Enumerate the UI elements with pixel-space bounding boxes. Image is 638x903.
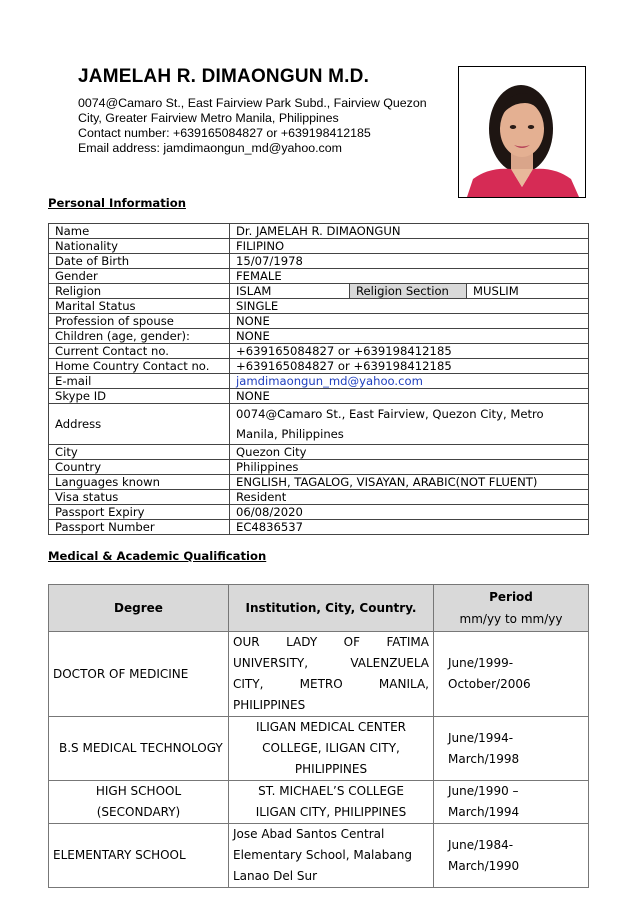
- table-row: [49, 824, 589, 888]
- row-value: NONE: [230, 329, 589, 344]
- row-value: Dr. JAMELAH R. DIMAONGUN: [230, 224, 589, 239]
- table-row: [49, 520, 589, 535]
- row-value: [230, 404, 589, 445]
- row-label: Religion: [49, 284, 230, 299]
- religion-section-value: MUSLIM: [467, 284, 589, 299]
- resume-header: [78, 66, 448, 156]
- row-value: FILIPINO: [230, 239, 589, 254]
- degree-cell: B.S MEDICAL TECHNOLOGY: [49, 717, 229, 781]
- row-value: +639165084827 or +639198412185: [230, 359, 589, 374]
- table-row: [49, 632, 589, 717]
- table-row: [49, 314, 589, 329]
- row-value: ISLAM: [230, 284, 350, 299]
- institution-line: PHILIPPINES: [233, 698, 306, 712]
- institution-cell: [229, 632, 434, 717]
- qualification-table: [48, 584, 589, 888]
- row-label: Passport Number: [49, 520, 230, 535]
- period-cell: [434, 632, 589, 717]
- row-label: Languages known: [49, 475, 230, 490]
- row-label: Home Country Contact no.: [49, 359, 230, 374]
- row-label: Date of Birth: [49, 254, 230, 269]
- institution-cell: [229, 781, 434, 824]
- table-row: [49, 224, 589, 239]
- row-label: Visa status: [49, 490, 230, 505]
- qualification-title: Medical & Academic Qualification: [48, 549, 267, 563]
- row-value: SINGLE: [230, 299, 589, 314]
- row-label: Name: [49, 224, 230, 239]
- contact-number: Contact number: +639165084827 or +639198412185: [78, 126, 371, 140]
- period-header-sub: mm/yy to mm/yy: [459, 612, 563, 626]
- degree-cell: [49, 781, 229, 824]
- table-row: [49, 490, 589, 505]
- period-line: March/1998: [448, 751, 520, 766]
- row-label: Children (age, gender):: [49, 329, 230, 344]
- period-line: June/1994-: [448, 730, 514, 745]
- address-line-1: 0074@Camaro St., East Fairview Park Subd., Fairview Quezon: [78, 96, 427, 110]
- period-line: June/1984-: [448, 837, 514, 852]
- period-header-label: Period: [489, 590, 533, 604]
- row-label: Address: [49, 404, 230, 445]
- email-address: Email address: jamdimaongun_md@yahoo.com: [78, 141, 342, 155]
- institution-line: COLLEGE, ILIGAN CITY,: [262, 741, 400, 755]
- institution-line: UNIVERSITY, VALENZUELA: [233, 656, 429, 670]
- institution-line: PHILIPPINES: [294, 762, 368, 776]
- address-value-line-2: Manila, Philippines: [236, 427, 344, 441]
- row-label: E-mail: [49, 374, 230, 389]
- row-label: Current Contact no.: [49, 344, 230, 359]
- row-value: ENGLISH, TAGALOG, VISAYAN, ARABIC(NOT FLUENT): [230, 475, 589, 490]
- institution-line: ILIGAN CITY, PHILIPPINES: [255, 805, 407, 819]
- table-row: [49, 389, 589, 404]
- table-row: [49, 299, 589, 314]
- row-value: NONE: [230, 314, 589, 329]
- degree-cell: DOCTOR OF MEDICINE: [49, 632, 229, 717]
- table-row: [49, 505, 589, 520]
- table-row: [49, 344, 589, 359]
- table-row: [49, 781, 589, 824]
- address-value-line-1: 0074@Camaro St., East Fairview, Quezon City, Metro: [236, 407, 544, 421]
- period-cell: [434, 781, 589, 824]
- period-line: March/1990: [448, 858, 520, 873]
- period-cell: [434, 717, 589, 781]
- row-value: Philippines: [230, 460, 589, 475]
- row-value: FEMALE: [230, 269, 589, 284]
- row-label: Gender: [49, 269, 230, 284]
- table-row: [49, 329, 589, 344]
- table-row: [49, 269, 589, 284]
- row-value: 06/08/2020: [230, 505, 589, 520]
- institution-cell: [229, 717, 434, 781]
- degree-line: (SECONDARY): [96, 805, 181, 819]
- degree-header: Degree: [49, 585, 229, 632]
- row-label: Nationality: [49, 239, 230, 254]
- profile-photo: [458, 66, 586, 198]
- address-line-2: City, Greater Fairview Metro Manila, Philippines: [78, 111, 339, 125]
- period-line: October/2006: [448, 677, 531, 691]
- table-row: [49, 460, 589, 475]
- row-label: Passport Expiry: [49, 505, 230, 520]
- institution-line: CITY, METRO MANILA,: [233, 677, 429, 691]
- institution-line: ILIGAN MEDICAL CENTER: [255, 720, 407, 734]
- row-value: EC4836537: [230, 520, 589, 535]
- period-line: March/1994: [448, 805, 520, 819]
- row-value: [230, 374, 589, 389]
- table-row: [49, 254, 589, 269]
- personal-info-table: [48, 223, 589, 535]
- religion-section-label: Religion Section: [350, 284, 467, 299]
- period-line: June/1999-: [448, 656, 514, 670]
- row-value: 15/07/1978: [230, 254, 589, 269]
- row-label: City: [49, 445, 230, 460]
- degree-cell: ELEMENTARY SCHOOL: [49, 824, 229, 888]
- row-label: Profession of spouse: [49, 314, 230, 329]
- institution-header: Institution, City, Country.: [229, 585, 434, 632]
- table-row: [49, 284, 589, 299]
- table-row: [49, 239, 589, 254]
- row-value: Resident: [230, 490, 589, 505]
- row-value: +639165084827 or +639198412185: [230, 344, 589, 359]
- row-label: Skype ID: [49, 389, 230, 404]
- table-row: [49, 374, 589, 389]
- table-row: [49, 445, 589, 460]
- period-header: [434, 585, 589, 632]
- header-row: [49, 585, 589, 632]
- row-value: Quezon City: [230, 445, 589, 460]
- table-row: [49, 404, 589, 445]
- institution-line: Elementary School, Malabang: [233, 848, 412, 862]
- personal-info-title: Personal Information: [48, 196, 186, 210]
- institution-line: ST. MICHAEL’S COLLEGE: [258, 784, 404, 798]
- row-label: Marital Status: [49, 299, 230, 314]
- institution-cell: [229, 824, 434, 888]
- degree-line: HIGH SCHOOL: [95, 784, 182, 798]
- table-row: [49, 359, 589, 374]
- row-label: Country: [49, 460, 230, 475]
- institution-line: Jose Abad Santos Central: [233, 827, 385, 841]
- email-link[interactable]: jamdimaongun_md@yahoo.com: [236, 374, 423, 388]
- table-row: [49, 717, 589, 781]
- period-cell: [434, 824, 589, 888]
- period-line: June/1990 –: [448, 784, 519, 798]
- row-value: NONE: [230, 389, 589, 404]
- institution-line: Lanao Del Sur: [233, 869, 318, 883]
- applicant-name: JAMELAH R. DIMAONGUN M.D.: [78, 66, 370, 87]
- table-row: [49, 475, 589, 490]
- institution-line: OUR LADY OF FATIMA: [233, 635, 429, 649]
